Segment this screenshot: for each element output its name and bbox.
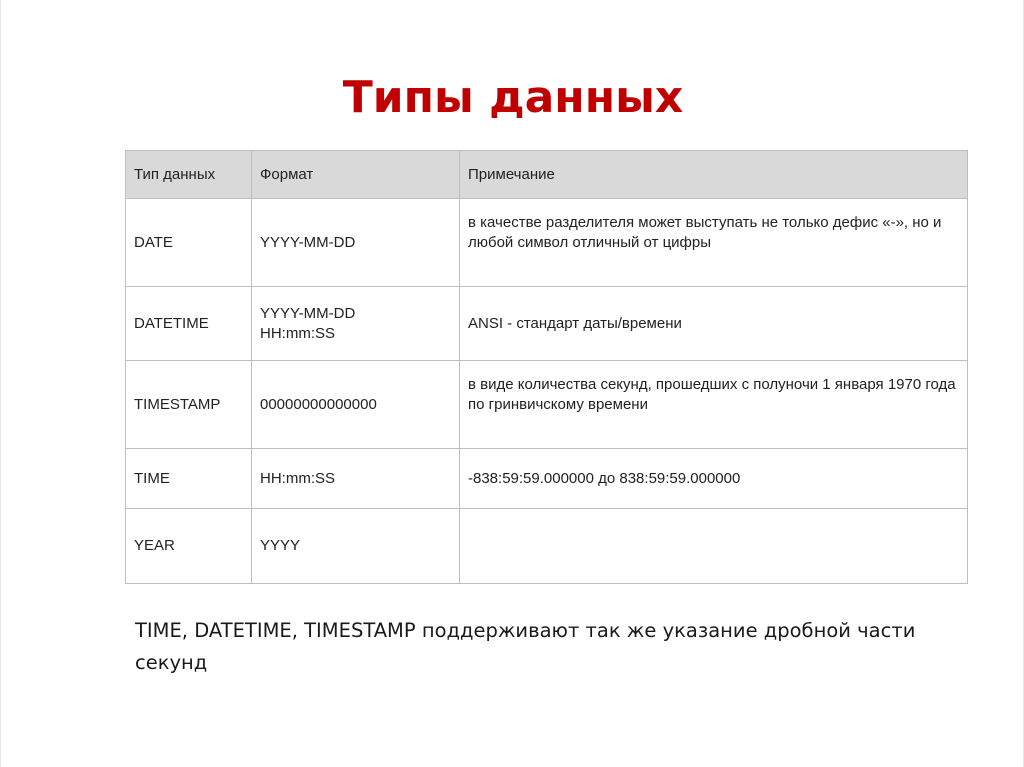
table-row [126,287,968,361]
table-row [126,361,968,449]
slide-title: Типы данных [342,72,684,123]
data-types-table [125,150,968,584]
cell-note: -838:59:59.000000 до 838:59:59.000000 [460,449,968,509]
cell-note: ANSI - стандарт даты/времени [460,287,968,361]
column-header-type: Тип данных [126,151,252,199]
table-row [126,449,968,509]
cell-format: YYYY-MM-DD HH:mm:SS [252,287,460,361]
cell-note: в качестве разделителя может выступать не только дефис «-», но и любой символ отличный от цифры [460,199,968,287]
column-header-note: Примечание [460,151,968,199]
cell-type: DATE [126,199,252,287]
column-header-format: Формат [252,151,460,199]
table-row [126,199,968,287]
cell-format: YYYY-MM-DD [252,199,460,287]
cell-format: YYYY [252,509,460,584]
cell-type: TIME [126,449,252,509]
table-header-row [126,151,968,199]
cell-type: DATETIME [126,287,252,361]
cell-note [460,509,968,584]
cell-format: 00000000000000 [252,361,460,449]
cell-type: YEAR [126,509,252,584]
slide-footnote: TIME, DATETIME, TIMESTAMP поддерживают так же указание дробной части секунд [135,619,916,674]
cell-format: HH:mm:SS [252,449,460,509]
cell-note: в виде количества секунд, прошедших с полуночи 1 января 1970 года по гринвичскому времени [460,361,968,449]
cell-type: TIMESTAMP [126,361,252,449]
table-row [126,509,968,584]
